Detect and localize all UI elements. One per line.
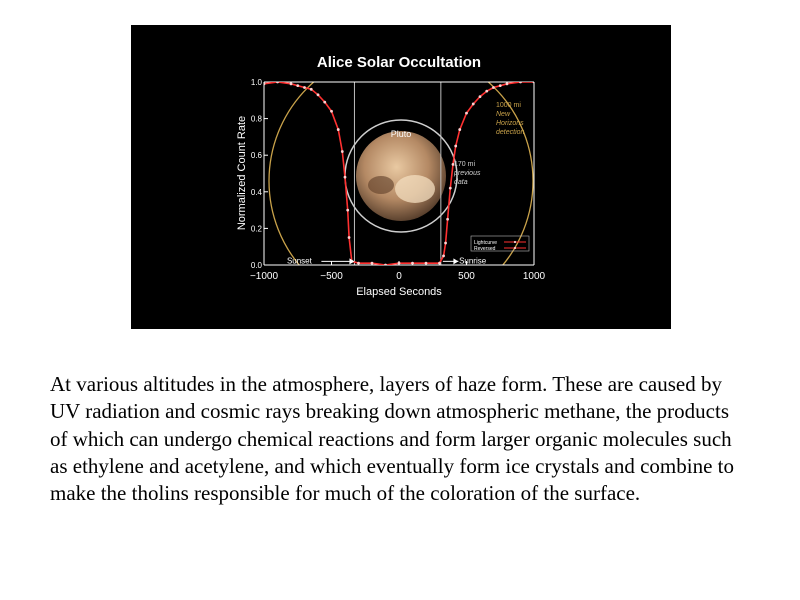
data-point — [317, 93, 320, 96]
y-tick-label: 0.0 — [250, 261, 262, 270]
haze-near-label: previous — [454, 170, 481, 177]
data-point — [449, 187, 452, 190]
occultation-figure — [131, 25, 671, 329]
occultation-chart — [131, 25, 671, 329]
haze-far-label: Horizons — [496, 120, 524, 127]
haze-near-label: 170 mi — [454, 161, 476, 168]
figure-caption: At various altitudes in the atmosphere, layers of haze form. These are caused by UV radiation and cosmic rays breaking down atmospheric methane, the products of which can undergo chemical reactions and form larger organic molecules such as ethylene and acetylene, and which eventually form ice crystals and combine to make the tholins responsible for much of the coloration of the surface. — [50, 372, 734, 506]
x-tick-label: −500 — [320, 271, 343, 282]
y-tick-label: 0.8 — [250, 114, 262, 124]
haze-far-label: New — [496, 111, 511, 118]
data-point — [341, 150, 344, 153]
haze-far-label: detection — [496, 129, 525, 136]
data-point — [337, 128, 340, 131]
data-point — [438, 262, 441, 265]
data-point — [533, 81, 536, 84]
data-point — [276, 81, 279, 84]
y-tick-label: 0.2 — [250, 224, 262, 234]
y-axis-label: Normalized Count Rate — [236, 115, 248, 231]
x-tick-label: 1000 — [522, 271, 546, 282]
legend-swatch-point — [514, 247, 516, 249]
x-tick-label: −1000 — [249, 271, 279, 282]
data-point — [446, 218, 449, 221]
data-point — [346, 209, 349, 212]
y-tick-label: 0.6 — [250, 151, 262, 161]
data-point — [485, 90, 488, 93]
data-point — [411, 262, 414, 265]
data-point — [296, 84, 299, 87]
haze-near-label: data — [454, 179, 468, 186]
pluto-disc — [356, 131, 446, 221]
data-point — [371, 262, 374, 265]
data-point — [348, 236, 351, 239]
data-point — [465, 112, 468, 115]
data-point — [442, 254, 445, 257]
data-point — [290, 82, 293, 85]
data-point — [444, 242, 447, 245]
data-point — [479, 95, 482, 98]
y-tick-label: 1.0 — [250, 78, 262, 87]
data-point — [425, 262, 428, 265]
data-point — [454, 145, 457, 148]
data-point — [506, 82, 509, 85]
data-point — [499, 84, 502, 87]
sunrise-arrowhead — [453, 258, 458, 264]
pluto-heart-region — [395, 175, 435, 203]
x-tick-label: 500 — [458, 271, 475, 282]
data-point — [263, 82, 266, 85]
data-point — [492, 86, 495, 89]
data-point — [330, 110, 333, 113]
x-axis-label: Elapsed Seconds — [356, 286, 442, 298]
chart-title: Alice Solar Occultation — [316, 54, 482, 71]
data-point — [398, 262, 401, 265]
sunrise-label: Sunrise — [459, 256, 487, 266]
data-point — [519, 81, 522, 84]
x-tick-label: 0 — [396, 271, 402, 282]
legend-label: Lightcurve — [474, 240, 498, 246]
pluto-dark-region — [368, 176, 394, 194]
data-point — [323, 101, 326, 104]
legend-swatch-point — [514, 241, 516, 243]
y-tick-label: 0.4 — [250, 187, 262, 197]
pluto-label: Pluto — [390, 129, 412, 139]
data-point — [303, 86, 306, 89]
data-point — [384, 264, 387, 267]
data-point — [344, 176, 347, 179]
data-point — [472, 103, 475, 106]
data-point — [458, 128, 461, 131]
haze-far-label: 1000 mi — [496, 102, 521, 109]
data-point — [310, 88, 313, 91]
data-point — [357, 262, 360, 265]
legend-label: Reversed — [474, 246, 496, 252]
sunset-label: Sunset — [286, 256, 312, 266]
